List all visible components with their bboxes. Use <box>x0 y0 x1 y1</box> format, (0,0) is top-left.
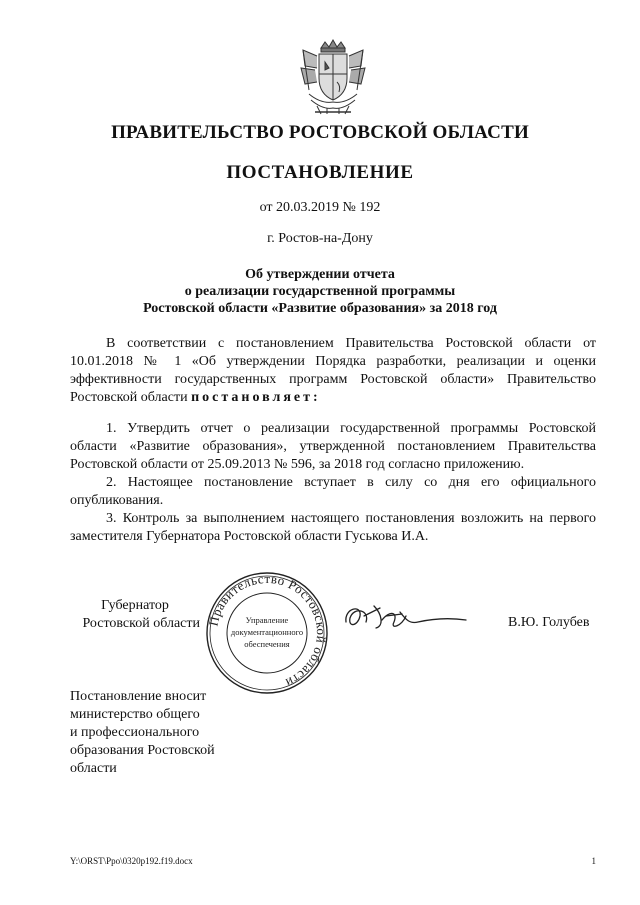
governor-title-line-2: Ростовской области <box>82 616 200 631</box>
subject-heading <box>0 266 640 317</box>
submitted-by-block <box>70 688 240 778</box>
city-line: г. Ростов-на-Дону <box>267 231 373 246</box>
stamp-inner-line-3: обеспечения <box>244 639 290 649</box>
submitted-line-5: области <box>70 761 117 776</box>
resolves-word: постановляет: <box>191 390 321 405</box>
governor-name: В.Ю. Голубев <box>508 615 590 630</box>
subject-line-2: о реализации государственной программы <box>184 284 456 299</box>
item-2-paragraph: 2. Настоящее постановление вступает в силу со дня его официального опубликования. <box>70 475 596 508</box>
subject-line-1: Об утверждении отчета <box>245 267 395 282</box>
handwritten-signature <box>340 600 470 636</box>
stamp-inner-line-1: Управление <box>245 615 289 625</box>
preamble-paragraph <box>70 335 596 407</box>
coat-of-arms-emblem <box>297 38 369 116</box>
governor-title <box>70 597 200 633</box>
submitted-line-2: министерство общего <box>70 707 200 722</box>
submitted-line-1: Постановление вносит <box>70 689 207 704</box>
official-stamp <box>205 571 329 695</box>
submitted-line-4: образования Ростовской <box>70 743 215 758</box>
footer-file-path: Y:\ORST\Ppo\0320p192.f19.docx <box>70 856 193 866</box>
subject-line-3: Ростовской области «Развитие образования» за 2018 год <box>143 301 497 316</box>
item-3-paragraph: 3. Контроль за выполнением настоящего постановления возложить на первого заместителя Губернатора Ростовской области Гуськова И.А. <box>70 511 596 544</box>
organization-title: ПРАВИТЕЛЬСТВО РОСТОВСКОЙ ОБЛАСТИ <box>111 122 529 143</box>
stamp-inner-line-2: документационного <box>230 627 304 637</box>
item-1-paragraph: 1. Утвердить отчет о реализации государственной программы Ростовской области «Развитие образования», утвержденной постановлением Правительства Ростовской области от 25.09.2013 № 596, за 2018 год согласно приложению. <box>70 421 596 472</box>
document-type-title: ПОСТАНОВЛЕНИЕ <box>226 162 414 183</box>
footer-page-number: 1 <box>591 856 596 866</box>
submitted-line-3: и профессионального <box>70 725 200 740</box>
stamp-outer-text: Правительство Ростовской области <box>205 571 329 691</box>
governor-title-line-1: Губернатор <box>101 598 169 613</box>
preamble-text: В соответствии с постановлением Правительства Ростовской области от 10.01.2018 № 1 «Об утверждении Порядка разработки, реализации и оценки эффективности государственных программ Ростовской области» Правительство Ростовской области <box>70 336 596 405</box>
date-and-number: от 20.03.2019 № 192 <box>259 200 381 215</box>
